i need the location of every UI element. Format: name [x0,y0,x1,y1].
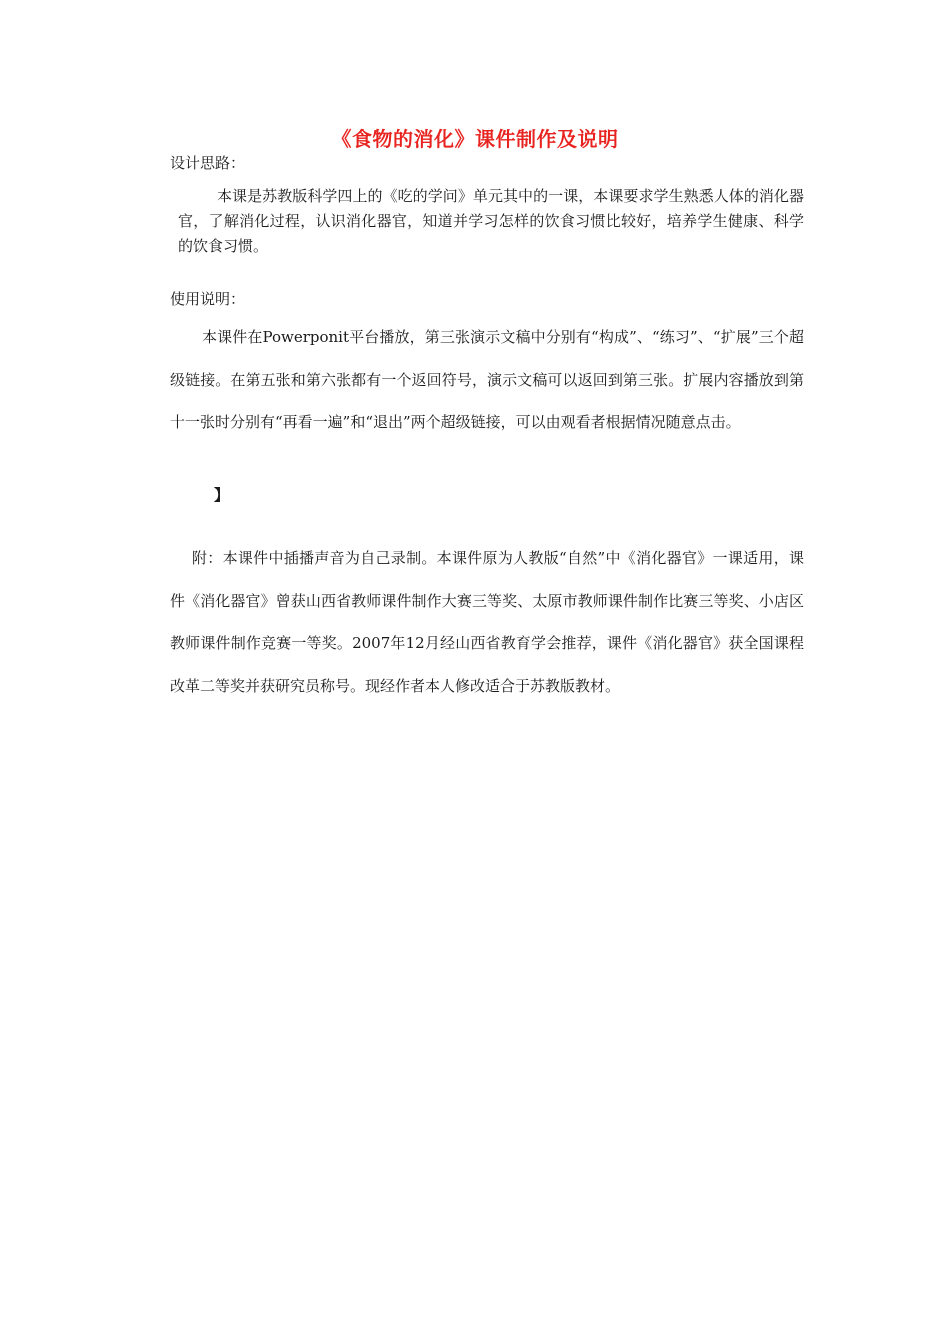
usage-heading: 使用说明： [170,290,246,308]
note-paragraph: 附：本课件中插播声音为自己录制。本课件原为人教版“自然”中《消化器官》一课适用，课件《消化器官》曾获山西省教师课件制作大赛三等奖、太原市教师课件制作比赛三等奖、小店区教师课件制作竞赛一等奖。2007年12月经山西省教育学会推荐，课件《消化器官》获全国课程改革二等奖并获研究员称号。现经作者本人修改适合于苏教版教材。 [170,549,804,695]
document-title: 《食物的消化》课件制作及说明 [331,127,619,151]
closing-bracket: 】 [214,486,230,504]
usage-paragraph: 本课件在Powerponit平台播放，第三张演示文稿中分别有“构成”、“练习”、“扩展”三个超级链接。在第五张和第六张都有一个返回符号，演示文稿可以返回到第三张。扩展内容播放到第十一张时分别有“再看一遍”和“退出”两个超级链接，可以由观看者根据情况随意点击。 [170,328,804,431]
design-paragraph: 本课是苏教版科学四上的《吃的学问》单元其中的一课，本课要求学生熟悉人体的消化器官，了解消化过程，认识消化器官，知道并学习怎样的饮食习惯比较好，培养学生健康、科学的饮食习惯。 [178,187,804,255]
design-heading: 设计思路： [170,154,246,172]
